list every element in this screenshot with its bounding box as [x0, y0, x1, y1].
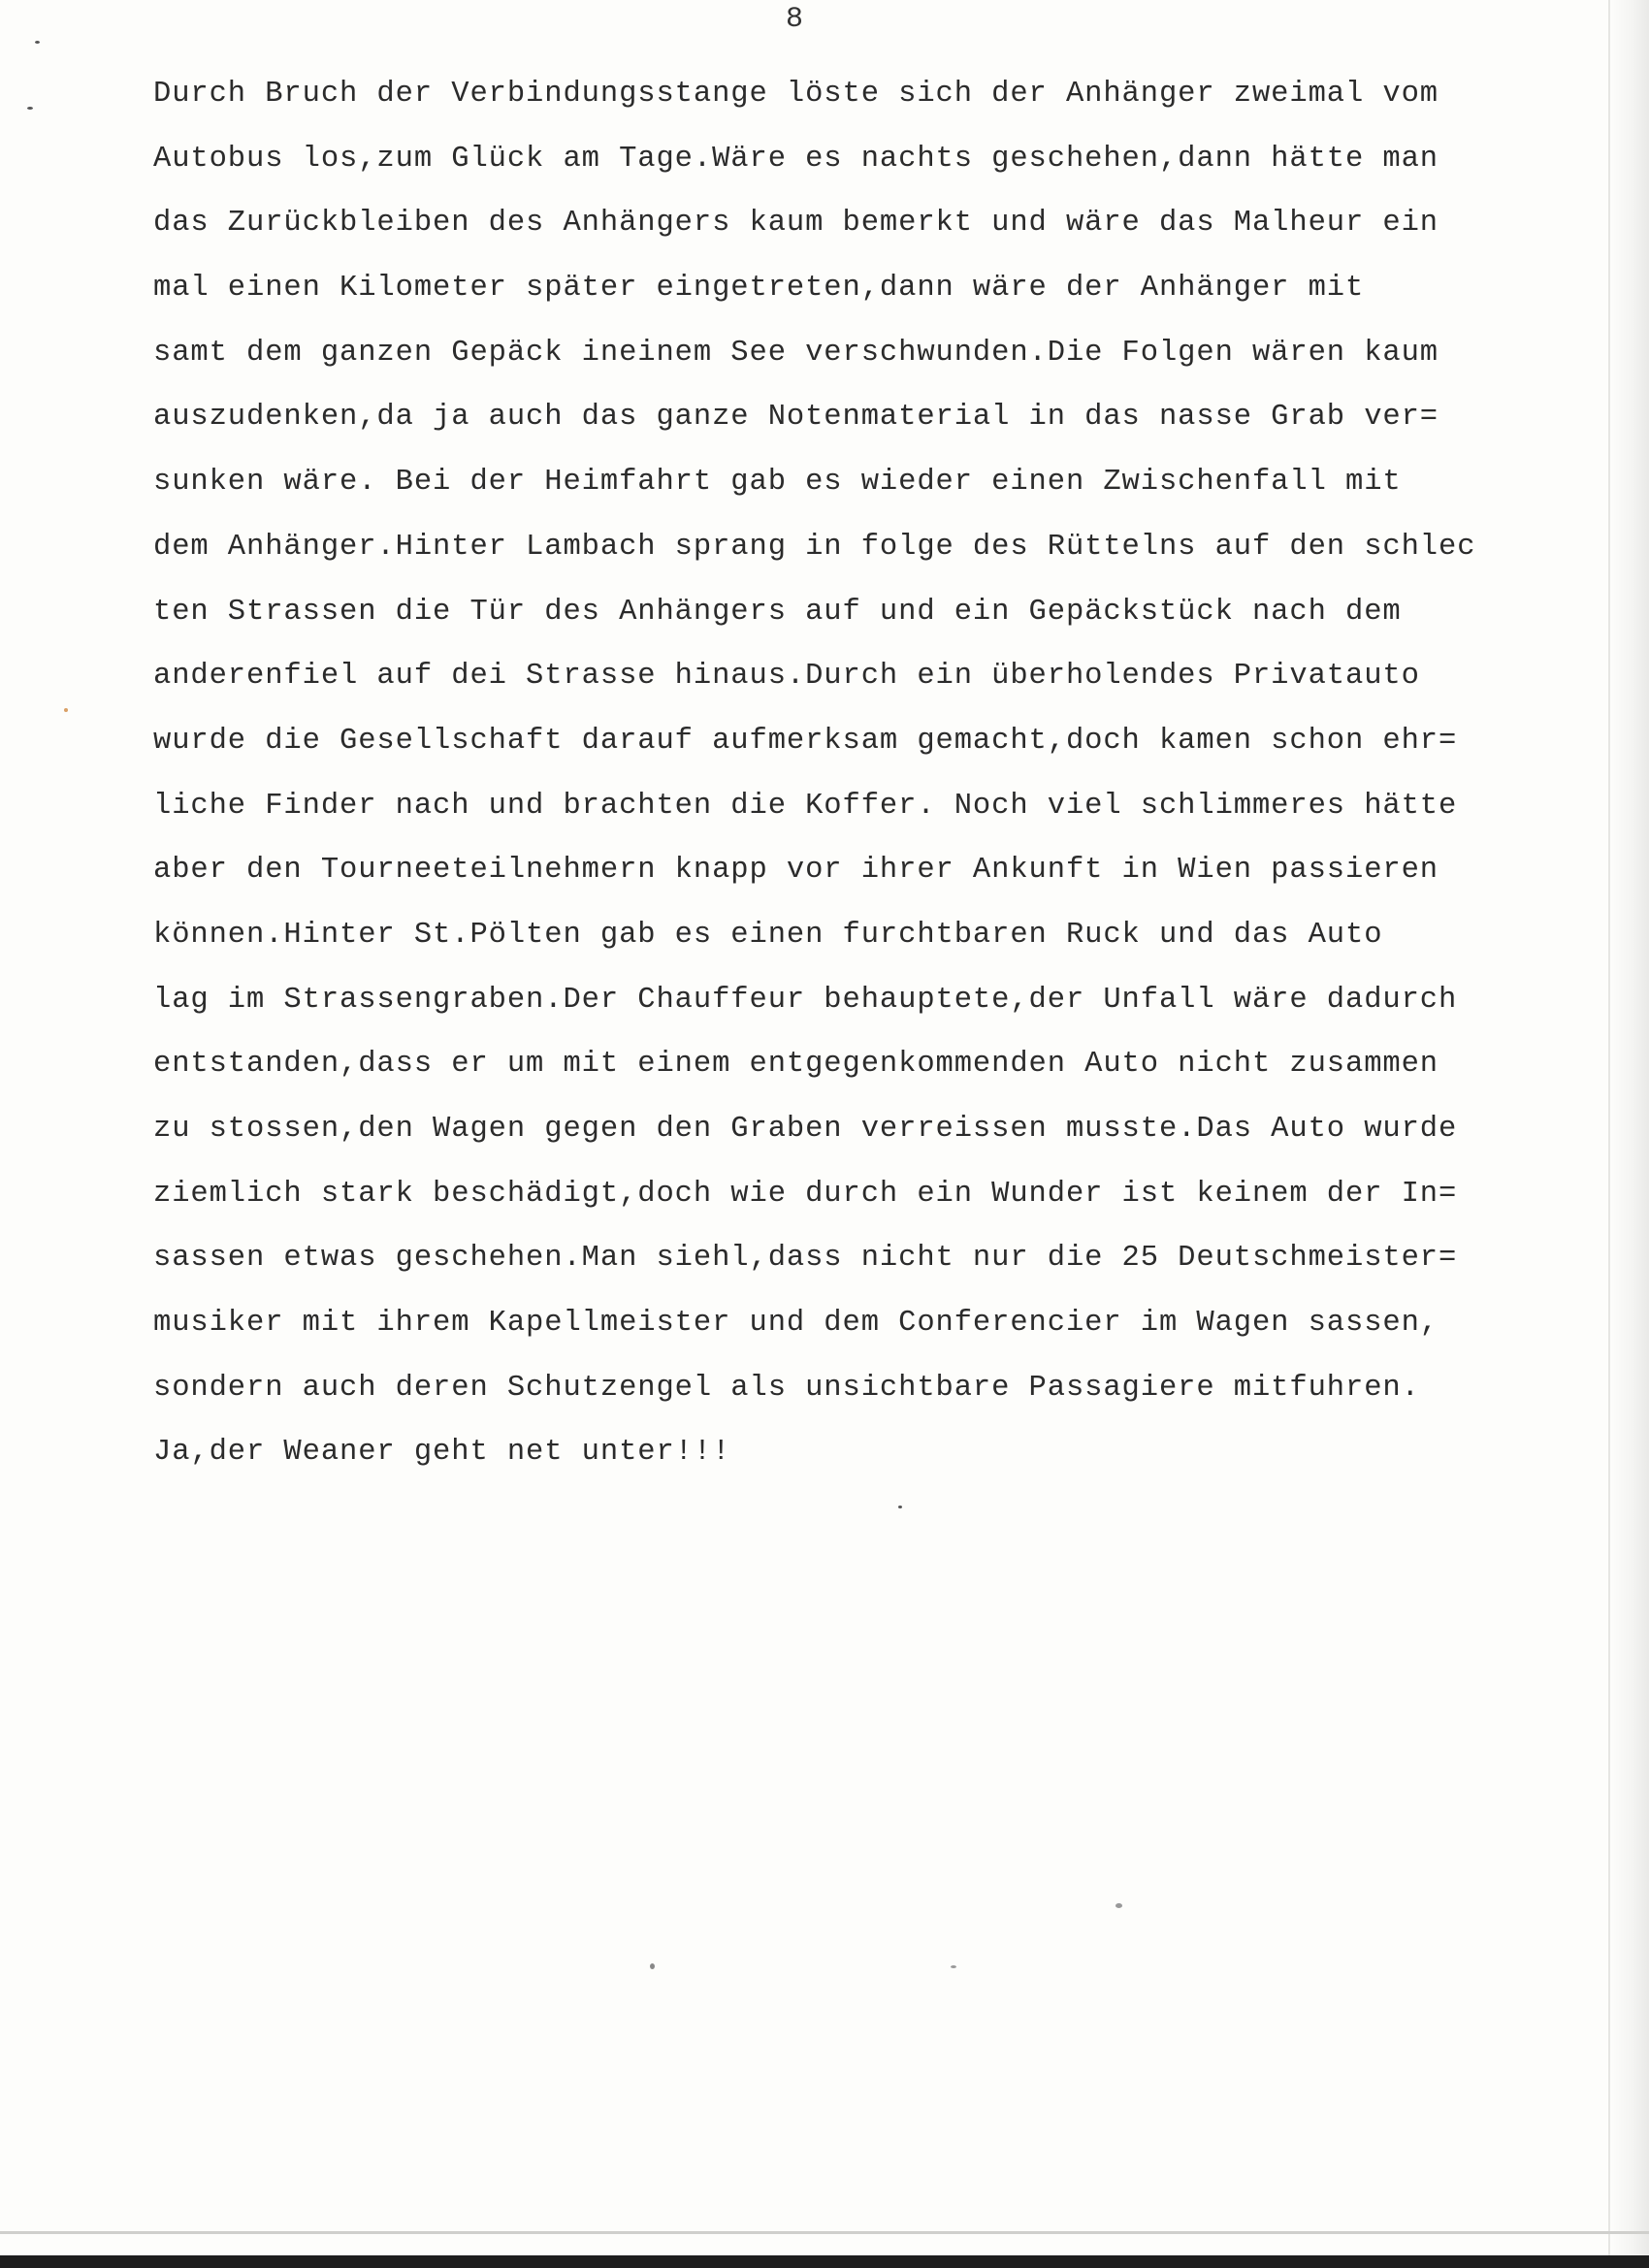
page-bottom-line	[0, 2231, 1649, 2234]
text-line: wurde die Gesellschaft darauf aufmerksam gemacht,doch kamen schon ehr=	[153, 724, 1458, 758]
text-line: ten Strassen die Tür des Anhängers auf und ein Gepäckstück nach dem	[153, 595, 1402, 629]
page-edge-shadow	[1610, 0, 1649, 2268]
text-line: sunken wäre. Bei der Heimfahrt gab es wieder einen Zwischenfall mit	[153, 466, 1402, 500]
text-line: liche Finder nach und brachten die Koffer. Noch viel schlimmeres hätte	[153, 789, 1458, 823]
text-line: musiker mit ihrem Kapellmeister und dem Conferencier im Wagen sassen,	[153, 1307, 1439, 1341]
scan-speck	[650, 1963, 655, 1969]
text-line: zu stossen,den Wagen gegen den Graben verreissen musste.Das Auto wurde	[153, 1113, 1458, 1146]
scan-speck	[64, 708, 68, 712]
text-line: entstanden,dass er um mit einem entgegenkommenden Auto nicht zusammen	[153, 1048, 1439, 1082]
scan-speck	[898, 1506, 902, 1508]
text-line: Autobus los,zum Glück am Tage.Wäre es nachts geschehen,dann hätte man	[153, 142, 1439, 176]
text-line: das Zurückbleiben des Anhängers kaum bemerkt und wäre das Malheur ein	[153, 207, 1439, 241]
text-line: sondern auch deren Schutzengel als unsichtbare Passagiere mitfuhren.	[153, 1371, 1420, 1405]
scan-speck	[35, 41, 40, 44]
text-line: ziemlich stark beschädigt,doch wie durch ein Wunder ist keinem der In=	[153, 1177, 1458, 1211]
text-line: mal einen Kilometer später eingetreten,dann wäre der Anhänger mit	[153, 272, 1365, 306]
text-line: anderenfiel auf dei Strasse hinaus.Durch ein überholendes Privatauto	[153, 660, 1420, 694]
text-line: Durch Bruch der Verbindungsstange löste sich der Anhänger zweimal vom	[153, 78, 1439, 111]
page-edge-line	[1608, 0, 1610, 2268]
text-line: samt dem ganzen Gepäck ineinem See verschwunden.Die Folgen wären kaum	[153, 336, 1439, 370]
text-line: auszudenken,da ja auch das ganze Notenmaterial in das nasse Grab ver=	[153, 401, 1439, 435]
scan-speck	[1116, 1903, 1122, 1908]
scan-bottom-edge	[0, 2255, 1649, 2268]
scan-speck	[27, 107, 33, 110]
scan-speck	[951, 1965, 956, 1968]
text-line: lag im Strassengraben.Der Chauffeur behauptete,der Unfall wäre dadurch	[153, 983, 1458, 1017]
body-text	[153, 62, 1589, 1485]
text-line: sassen etwas geschehen.Man siehl,dass nicht nur die 25 Deutschmeister=	[153, 1242, 1458, 1276]
text-line: aber den Tourneeteilnehmern knapp vor ihrer Ankunft in Wien passieren	[153, 854, 1439, 888]
text-line: Ja,der Weaner geht net unter!!!	[153, 1436, 731, 1470]
page-number: 8	[785, 3, 803, 36]
text-line: können.Hinter St.Pölten gab es einen furchtbaren Ruck und das Auto	[153, 918, 1383, 952]
text-line: dem Anhänger.Hinter Lambach sprang in folge des Rüttelns auf den schlec	[153, 530, 1476, 564]
